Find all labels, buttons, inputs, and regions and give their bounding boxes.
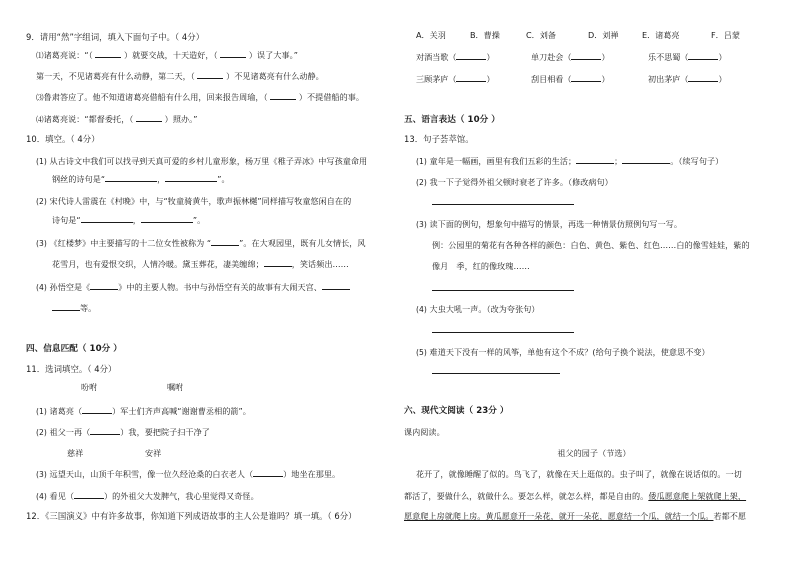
reading-intro: 课内阅读。 (404, 427, 445, 437)
section-4-heading: 四、信息匹配（ 10分 ） (26, 344, 122, 354)
blank[interactable] (688, 73, 718, 82)
blank[interactable] (105, 173, 157, 182)
q9-title: 9．请用“然”字组词，填入下面句子中。（ 4分） (26, 32, 205, 42)
reading-title: 祖父的园子（节选） (557, 448, 631, 458)
q10-item-3-line-1: (3) 《红楼梦》中主要描写的十二位女性被称为 “ ”。在大观园里，既有儿女情长，风 (36, 238, 366, 248)
blank[interactable] (136, 113, 162, 122)
idiom-item: 三顾茅庐（ ） (416, 74, 495, 84)
q13-item-4: (4) 大虫大吼一声。（改为夸张句） (416, 304, 540, 314)
blank[interactable] (197, 70, 223, 79)
blank[interactable] (264, 258, 292, 267)
blank[interactable] (322, 281, 350, 290)
answer-line[interactable] (432, 332, 574, 333)
blank[interactable] (81, 214, 133, 223)
idiom-item: 初出茅庐（ ） (648, 74, 727, 84)
blank[interactable] (74, 490, 104, 499)
section-5-heading: 五、语言表达（ 10分 ） (404, 115, 500, 125)
blank[interactable] (82, 405, 112, 414)
underlined-sentence: 愿意爬上房就爬上房。黄瓜愿意开一朵花，就开一朵花，愿意结一个瓜，就结一个瓜。 (404, 511, 714, 521)
blank[interactable] (52, 302, 80, 311)
answer-line[interactable] (432, 373, 560, 374)
word-option: 吩咐 (81, 382, 98, 392)
idiom-item: 单刀赴会（ ） (531, 52, 610, 62)
q11-line-1: (1) 诸葛亮（ ）军士们齐声高喊“谢谢曹丞相的箭”。 (36, 406, 251, 416)
q11-title: 11．选词填空。（ 4分） (26, 364, 117, 374)
q10-item-2-line-1: (2) 宋代诗人雷震在《村晚》中，与“牧童骑黄牛，歌声振林樾”同样描写牧童悠闲自在的 (36, 196, 352, 206)
idiom-item: 刮目相看（ ） (531, 74, 610, 84)
blank[interactable] (688, 51, 718, 60)
option-f: F．吕蒙 (711, 30, 740, 40)
q11-line-2: (2) 祖父一再（ ）我，要把院子扫干净了 (36, 427, 210, 437)
blank[interactable] (456, 73, 486, 82)
section-6-heading: 六、现代文阅读（ 23分 ） (404, 406, 509, 416)
q13-example-line-1: 例：公园里的菊花有各种各样的颜色：白色、黄色、紫色、红色……白的像雪娃娃，紫的 (432, 240, 750, 250)
option-c: C．刘备 (526, 30, 556, 40)
option-d: D．刘禅 (588, 30, 619, 40)
q10-item-1-line-2: 钢丝的诗句是“ ， ”。 (52, 174, 230, 184)
blank[interactable] (211, 237, 239, 246)
blank[interactable] (253, 468, 283, 477)
reading-paragraph-line-1: 花开了，就像睡醒了似的。鸟飞了，就像在天上逛似的。虫子叫了，就像在说话似的。一切 (416, 469, 742, 479)
q12-title: 12．《三国演义》中有许多故事，你知道下列成语故事的主人公是谁吗？填一填。（ 6分） (26, 511, 357, 521)
right-column (404, 0, 784, 561)
q13-item-1: (1) 童年是一幅画，画里有我们五彩的生活； ； 。（续写句子） (416, 156, 724, 166)
q11-line-3: (3) 远望天山，山顶千年积雪，像一位久经沧桑的白衣老人（ ）地坐在那里。 (36, 469, 341, 479)
blank[interactable] (571, 51, 601, 60)
q10-item-4-line-2: 等。 (52, 302, 96, 314)
q10-title: 10．填空。（ 4分） (26, 134, 100, 144)
idiom-item: 乐不思蜀（ ） (648, 52, 727, 62)
blank[interactable] (220, 49, 246, 58)
q9-line-4: ⑷诸葛亮说：“都督委托，（ ）照办。” (36, 114, 198, 124)
blank[interactable] (90, 281, 118, 290)
blank[interactable] (456, 51, 486, 60)
blank[interactable] (95, 49, 121, 58)
q10-item-2-line-2: 诗句是“ ， ”。 (52, 215, 206, 225)
q9-line-1: ⑴诸葛亮说：“（ ）就要交战，十天造好，（ ）误了大事。” (36, 50, 298, 60)
option-b: B．曹操 (470, 30, 500, 40)
option-a: A．关羽 (416, 30, 446, 40)
q10-item-4-line-1: (4) 孙悟空是《 》中的主要人物。书中与孙悟空有关的故事有大闹天宫、 (36, 281, 350, 294)
word-option: 安祥 (145, 448, 162, 458)
underlined-sentence: 倭瓜愿意爬上架就爬上架， (648, 491, 747, 501)
answer-line[interactable] (432, 204, 574, 205)
blank[interactable] (165, 173, 217, 182)
q10-item-3-line-2: 花雪月，也有爱恨交织，人情冷暖。黛玉葬花，凄美缠绵； ，笑话频出…… (52, 259, 349, 269)
reading-paragraph-line-3: 愿意爬上房就爬上房。黄瓜愿意开一朵花，就开一朵花，愿意结一个瓜，就结一个瓜。若都不愿 (404, 511, 747, 521)
q10-item-1-line-1: (1) 从古诗文中我们可以找寻到天真可爱的乡村儿童形象，杨万里《稚子弄冰》中写孩童命用 (36, 156, 368, 166)
blank[interactable] (576, 155, 614, 164)
idiom-item: 对酒当歌（ ） (416, 52, 495, 62)
q13-item-5: (5) 难道天下没有一样的风筝，单他有这个不成？(给句子换个说法，使意思不变） (416, 347, 710, 357)
blank[interactable] (270, 91, 296, 100)
q13-title: 13．句子荟萃馆。 (404, 134, 474, 144)
q11-line-4: (4) 看见（ ）的外祖父大发脾气，我心里觉得又奇怪。 (36, 491, 259, 501)
option-e: E．诸葛亮 (642, 30, 680, 40)
left-column (26, 0, 406, 561)
q13-item-3: (3) 读下面的例句，想象句中描写的情景，再选一种情景仿照例句写一写。 (416, 219, 683, 229)
blank[interactable] (622, 155, 670, 164)
q13-item-2: (2) 我一下子觉得外祖父顿时衰老了许多。（修改病句） (416, 177, 613, 187)
blank[interactable] (90, 426, 120, 435)
blank[interactable] (571, 73, 601, 82)
q9-line-2: 第一天，不见诸葛亮有什么动静，第二天，（ ）不见诸葛亮有什么动静。 (36, 71, 324, 81)
reading-paragraph-line-2: 都活了，要做什么，就做什么。要怎么样，就怎么样，都是自由的。倭瓜愿意爬上架就爬上架， (404, 491, 747, 501)
answer-line[interactable] (432, 290, 574, 291)
q9-line-3: ⑶鲁肃答应了。他不知道诸葛亮借船有什么用，回来报告周瑜，（ ）不提借船的事。 (36, 92, 365, 102)
word-option: 嘱咐 (167, 382, 184, 392)
blank[interactable] (141, 214, 193, 223)
q13-example-line-2: 像月 季，红的像玫瑰…… (432, 261, 530, 271)
word-option: 慈祥 (67, 448, 84, 458)
